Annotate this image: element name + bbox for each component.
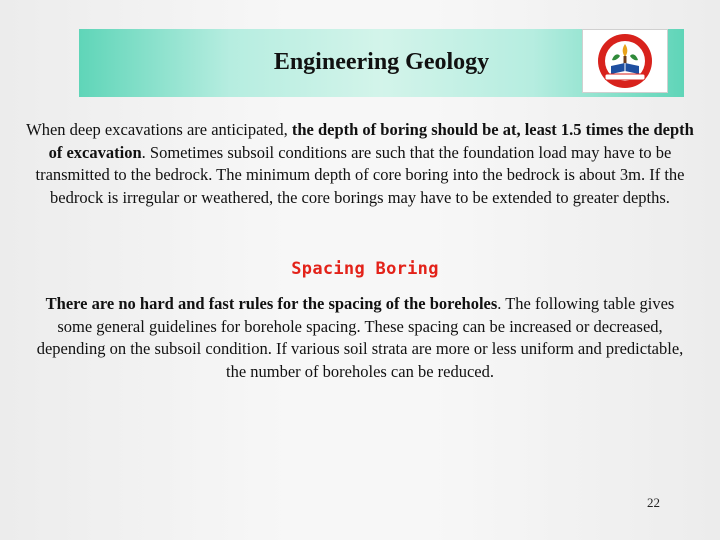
- spacing-text-emphasis: There are no hard and fast rules for the spacing of the boreholes: [45, 294, 498, 313]
- page-number: 22: [647, 495, 660, 510]
- university-logo: [582, 29, 668, 93]
- intro-text-rest: . Sometimes subsoil conditions are such that the foundation load may have to be transmitted to the bedrock. The minimum depth of core boring into the bedrock is about 3m. If the bedrock is irregular or weathered, the core borings may have to be extended to greater depths.: [35, 142, 685, 207]
- spacing-paragraph: [30, 293, 690, 383]
- intro-paragraph: [20, 119, 700, 209]
- spacing-text-rest: . The following table gives some general guidelines for borehole spacing. These spacing can be increased or decreased, depending on the subsoil condition. If various soil strata are more or less uniform and predictable, the number of boreholes can be reduced.: [36, 294, 684, 381]
- intro-text-emphasis: the depth of boring should be at, least 1.5 times the depth of excavation: [48, 120, 694, 162]
- intro-text-lead: When deep excavations are anticipated,: [26, 120, 292, 139]
- seal-torch-handle: [624, 56, 627, 64]
- university-seal-icon: [583, 30, 667, 92]
- slide-title: Engineering Geology: [273, 49, 490, 75]
- seal-ribbon: [605, 74, 645, 80]
- section-heading-spacing-boring: Spacing Boring: [291, 259, 439, 279]
